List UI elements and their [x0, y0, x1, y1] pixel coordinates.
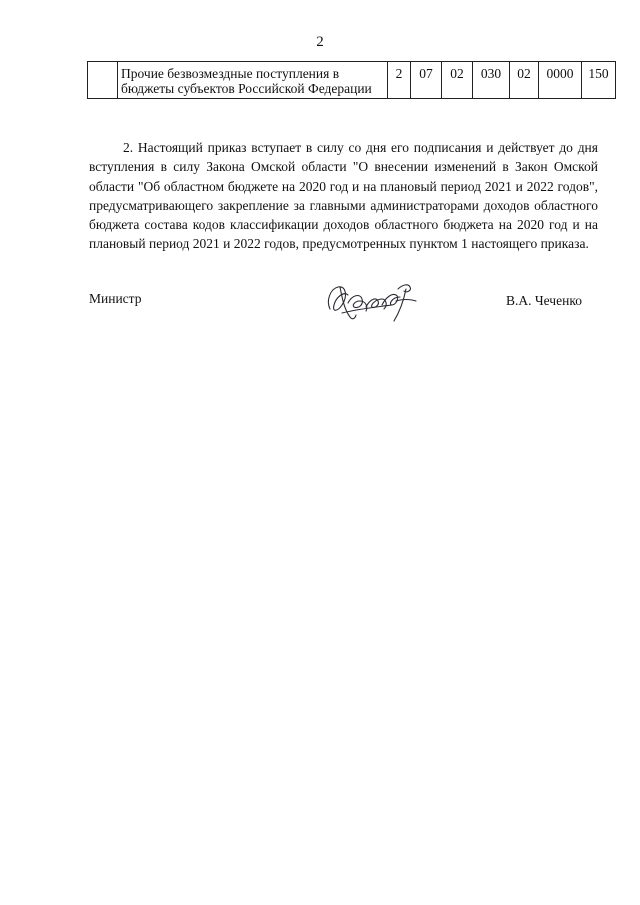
- table-cell-code-article: 02: [442, 62, 473, 99]
- signatory-title: Министр: [89, 291, 142, 306]
- table-cell-blank: [88, 62, 118, 99]
- table-cell-code-program: 0000: [539, 62, 582, 99]
- table-cell-name: Прочие безвозмездные поступления в бюджеты субъектов Российской Федерации: [118, 62, 388, 99]
- handwritten-signature: [322, 279, 422, 325]
- table-cell-code-element: 02: [510, 62, 539, 99]
- table-cell-code-ecclass: 150: [582, 62, 616, 99]
- signatory-name: В.А. Чеченко: [506, 293, 582, 308]
- table-cell-code-group: 2: [388, 62, 411, 99]
- table-row: [88, 62, 616, 99]
- table-cell-code-subarticle: 030: [473, 62, 510, 99]
- income-code-table: [87, 61, 616, 99]
- effective-date-paragraph: 2. Настоящий приказ вступает в силу со дня его подписания и действует до дня вступления в силу Закона Омской области "О внесении изменений в Закон Омской области "Об областном бюджете на 2020 год и на плановый период 2021 и 2022 годов", предусматривающего закрепление за главными администраторами доходов областного бюджета состава кодов классификации доходов областного бюджета на 2020 год и на плановый период 2021 и 2022 годов, предусмотренных пунктом 1 настоящего приказа.: [89, 140, 598, 252]
- table-cell-code-subgroup: 07: [411, 62, 442, 99]
- page-number: 2: [316, 34, 324, 50]
